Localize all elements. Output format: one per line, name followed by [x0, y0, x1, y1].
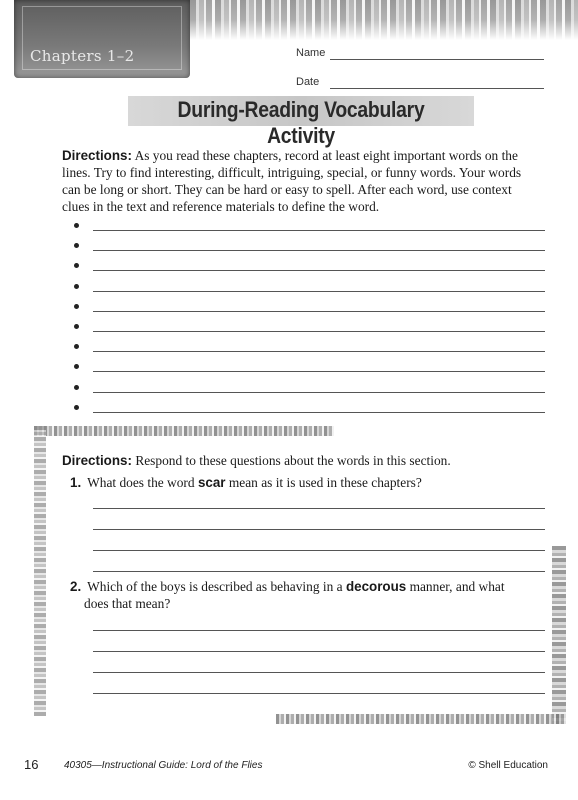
question-1-keyword: scar: [197, 475, 226, 490]
vocab-write-line[interactable]: [93, 392, 545, 393]
bullet-icon: [74, 243, 79, 248]
bullet-icon: [74, 284, 79, 289]
page-number: 16: [24, 757, 39, 772]
source-credit: 40305—Instructional Guide: Lord of the Flies: [64, 760, 263, 771]
question-2-text-c: does that mean?: [84, 596, 171, 611]
vocab-write-line[interactable]: [93, 270, 545, 271]
question-2-keyword: decorous: [345, 579, 407, 594]
directions-label: Directions:: [62, 148, 132, 163]
question-1-number: 1.: [70, 475, 82, 490]
vocab-write-line[interactable]: [93, 351, 545, 352]
vocab-directions: [62, 147, 528, 215]
question-2-text-a: Which of the boys is described as behaving in a: [87, 579, 346, 594]
bullet-icon: [74, 364, 79, 369]
answer-line[interactable]: [93, 672, 545, 673]
question-1-text-a: What does the word: [87, 475, 198, 490]
questions-directions: [62, 452, 528, 469]
vocab-write-line[interactable]: [93, 331, 545, 332]
vocab-write-line[interactable]: [93, 250, 545, 251]
question-2-text-b: manner, and what: [406, 579, 505, 594]
bullet-icon: [74, 304, 79, 309]
answer-line[interactable]: [93, 630, 545, 631]
answer-line[interactable]: [93, 651, 545, 652]
vocab-write-line[interactable]: [93, 412, 545, 413]
directions-text-2: Respond to these questions about the words in this section.: [135, 453, 451, 468]
answer-line[interactable]: [93, 508, 545, 509]
date-field[interactable]: [330, 87, 544, 89]
answer-line[interactable]: [93, 693, 545, 694]
date-label: Date: [296, 76, 320, 88]
bullet-icon: [74, 223, 79, 228]
vocab-write-line[interactable]: [93, 230, 545, 231]
name-field[interactable]: [330, 58, 544, 60]
publisher-credit: © Shell Education: [468, 760, 548, 771]
bullet-icon: [74, 324, 79, 329]
questions-frame: [34, 426, 566, 724]
question-2-number: 2.: [70, 579, 82, 594]
answer-line[interactable]: [93, 550, 545, 551]
page-title: During-Reading Vocabulary Activity: [177, 97, 425, 148]
directions-text: As you read these chapters, record at least eight important words on the lines. Try to find interesting, difficult, intriguing, special, or funny words. Your words can be long or short. They can be hard or easy to spell. After each word, use context clues in the text and reference materials to define the word.: [62, 148, 522, 214]
bullet-icon: [74, 385, 79, 390]
vocab-write-line[interactable]: [93, 291, 545, 292]
vocab-write-line[interactable]: [93, 311, 545, 312]
bullet-icon: [74, 344, 79, 349]
bullet-icon: [74, 263, 79, 268]
directions-label-2: Directions:: [62, 453, 132, 468]
chapter-label: Chapters 1–2: [30, 47, 135, 65]
question-1-text-b: mean as it is used in these chapters?: [225, 475, 422, 490]
question-2: [70, 578, 540, 612]
answer-line[interactable]: [93, 529, 545, 530]
vocab-write-line[interactable]: [93, 371, 545, 372]
chapter-tab: [14, 0, 190, 78]
answer-line[interactable]: [93, 571, 545, 572]
name-label: Name: [296, 47, 326, 59]
bullet-icon: [74, 405, 79, 410]
question-1: [70, 474, 540, 491]
